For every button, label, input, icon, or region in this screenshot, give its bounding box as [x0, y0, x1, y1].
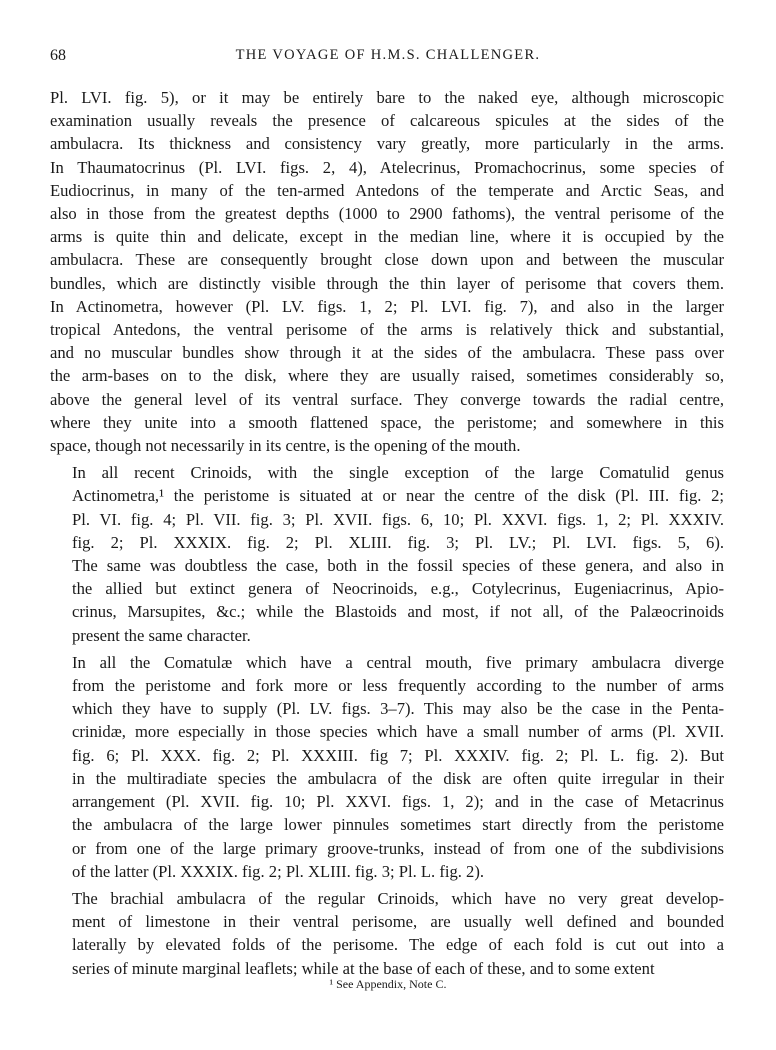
running-title: THE VOYAGE OF H.M.S. CHALLENGER. — [235, 47, 541, 63]
page-number: 68 — [50, 47, 66, 64]
text-line: examination usually reveals the presence of calcareous spicules at the sides of the — [50, 111, 724, 131]
footnote: ¹ See Appendix, Note C. — [329, 977, 447, 991]
text-line: ambulacra. Its thickness and consistency vary greatly, more particularly in the arms. — [50, 134, 724, 154]
text-line: the ambulacra of the large lower pinnules sometimes start directly from the peristome — [72, 815, 724, 835]
text-line: Actinometra,¹ the peristome is situated at or near the centre of the disk (Pl. III. fig. 2; — [72, 486, 724, 506]
text-line: In all the Comatulæ which have a central mouth, five primary ambulacra diverge — [72, 652, 724, 672]
text-line: where they unite into a smooth flattened space, the peristome; and somewhere in this — [50, 412, 724, 432]
text-line: from the peristome and fork more or less frequently according to the number of arms — [72, 676, 724, 696]
body-text — [50, 86, 724, 980]
text-line: Pl. LVI. fig. 5), or it may be entirely bare to the naked eye, although microscopic — [50, 88, 724, 107]
text-line: tropical Antedons, the ventral perisome of the arms is relatively thick and substantial, — [50, 320, 724, 340]
text-line: crinidæ, more especially in those species which have a small number of arms (Pl. XVII. — [72, 722, 724, 742]
text-line: The brachial ambulacra of the regular Crinoids, which have no very great develop- — [72, 888, 724, 908]
text-line: space, though not necessarily in its centre, is the opening of the mouth. — [50, 436, 521, 456]
text-line: the arm-bases on to the disk, where they are usually raised, sometimes considerably so, — [50, 366, 724, 386]
paragraph — [50, 651, 724, 883]
text-line: of the latter (Pl. XXXIX. fig. 2; Pl. XLIII. fig. 3; Pl. L. fig. 2). — [72, 861, 485, 881]
text-line: arms is quite thin and delicate, except in the median line, where it is occupied by the — [50, 227, 724, 247]
text-line: bundles, which are distinctly visible through the thin layer of perisome that covers them. — [50, 273, 724, 293]
text-line: arrangement (Pl. XVII. fig. 10; Pl. XXVI. figs. 1, 2); and in the case of Metacrinus — [72, 792, 724, 812]
text-line: ment of limestone in their ventral perisome, are usually well defined and bounded — [72, 912, 724, 932]
paragraph — [50, 461, 724, 647]
text-line: in the multiradiate species the ambulacra of the disk are often quite irregular in their — [72, 768, 724, 788]
text-line: Pl. VI. fig. 4; Pl. VII. fig. 3; Pl. XVII. figs. 6, 10; Pl. XXVI. figs. 1, 2; Pl. XXXIV. — [72, 509, 724, 529]
paragraph — [50, 887, 724, 980]
text-line: In all recent Crinoids, with the single exception of the large Comatulid genus — [72, 463, 724, 483]
text-line: In Thaumatocrinus (Pl. LVI. figs. 2, 4), Atelecrinus, Promachocrinus, some species of — [50, 157, 724, 177]
text-line: present the same character. — [72, 625, 251, 645]
paragraph — [50, 86, 724, 457]
text-line: and no muscular bundles show through it at the sides of the ambulacra. These pass over — [50, 343, 724, 363]
text-line: series of minute marginal leaflets; while at the base of each of these, and to some extent — [72, 958, 655, 978]
text-line: or from one of the large primary groove-trunks, instead of from one of the subdivisions — [72, 838, 724, 858]
text-line: fig. 6; Pl. XXX. fig. 2; Pl. XXXIII. fig 7; Pl. XXXIV. fig. 2; Pl. L. fig. 2). But — [72, 745, 724, 765]
text-line: crinus, Marsupites, &c.; while the Blastoids and most, if not all, of the Palæocrinoids — [72, 602, 724, 622]
text-line: the allied but extinct genera of Neocrinoids, e.g., Cotylecrinus, Eugeniacrinus, Apio- — [72, 579, 724, 599]
text-line: laterally by elevated folds of the perisome. The edge of each fold is cut out into a — [72, 935, 724, 955]
text-line: fig. 2; Pl. XXXIX. fig. 2; Pl. XLIII. fig. 3; Pl. LV.; Pl. LVI. figs. 5, 6). — [72, 532, 724, 552]
text-line: Eudiocrinus, in many of the ten-armed Antedons of the temperate and Arctic Seas, and — [50, 180, 724, 200]
text-line: In Actinometra, however (Pl. LV. figs. 1, 2; Pl. LVI. fig. 7), and also in the larger — [50, 296, 724, 316]
text-line: The same was doubtless the case, both in the fossil species of these genera, and also in — [72, 556, 724, 576]
text-line: which they have to supply (Pl. LV. figs. 3–7). This may also be the case in the Penta- — [72, 699, 724, 719]
text-line: ambulacra. These are consequently brought close down upon and between the muscular — [50, 250, 724, 270]
text-line: above the general level of its ventral surface. They converge towards the radial centre, — [50, 389, 724, 409]
text-line: also in those from the greatest depths (1000 to 2900 fathoms), the ventral perisome of the — [50, 204, 724, 224]
page-header — [50, 47, 726, 69]
